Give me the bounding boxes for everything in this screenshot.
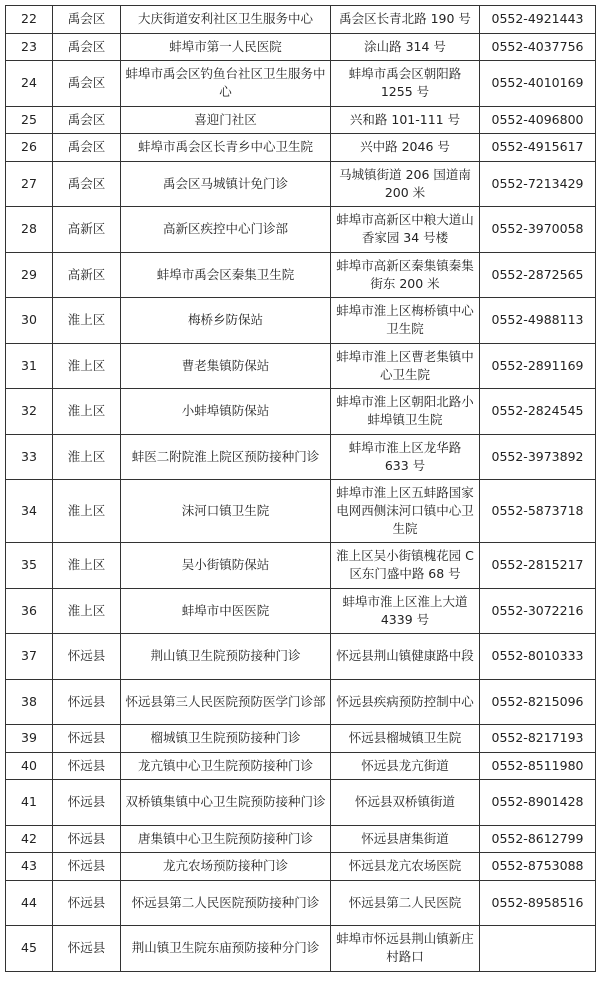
table-row xyxy=(6,825,596,853)
table-row xyxy=(6,679,596,725)
phone-cell: 0552-7213429 xyxy=(480,161,596,207)
row-number: 27 xyxy=(6,161,53,207)
row-number: 26 xyxy=(6,134,53,162)
table-row xyxy=(6,252,596,298)
clinic-name-cell: 梅桥乡防保站 xyxy=(121,298,331,344)
phone-cell: 0552-8958516 xyxy=(480,880,596,926)
clinic-name-cell: 小蚌埠镇防保站 xyxy=(121,389,331,435)
clinic-name-cell: 蚌埠市禹会区秦集卫生院 xyxy=(121,252,331,298)
district-cell: 淮上区 xyxy=(53,543,121,589)
phone-cell: 0552-2891169 xyxy=(480,343,596,389)
table-row xyxy=(6,725,596,753)
phone-cell: 0552-8215096 xyxy=(480,679,596,725)
address-cell: 怀远县疾病预防控制中心 xyxy=(331,679,480,725)
address-cell: 蚌埠市淮上区龙华路 633 号 xyxy=(331,434,480,480)
address-cell: 怀远县龙亢农场医院 xyxy=(331,853,480,881)
row-number: 29 xyxy=(6,252,53,298)
row-number: 22 xyxy=(6,6,53,34)
address-cell: 蚌埠市淮上区淮上大道 4339 号 xyxy=(331,588,480,634)
row-number: 39 xyxy=(6,725,53,753)
phone-cell: 0552-8612799 xyxy=(480,825,596,853)
clinic-name-cell: 沫河口镇卫生院 xyxy=(121,480,331,543)
table-row xyxy=(6,6,596,34)
district-cell: 淮上区 xyxy=(53,588,121,634)
district-cell: 怀远县 xyxy=(53,926,121,972)
row-number: 25 xyxy=(6,106,53,134)
row-number: 34 xyxy=(6,480,53,543)
address-cell: 马城镇街道 206 国道南 200 米 xyxy=(331,161,480,207)
row-number: 43 xyxy=(6,853,53,881)
address-cell: 兴和路 101-111 号 xyxy=(331,106,480,134)
district-cell: 高新区 xyxy=(53,252,121,298)
address-cell: 怀远县龙亢街道 xyxy=(331,752,480,780)
phone-cell: 0552-8511980 xyxy=(480,752,596,780)
clinic-name-cell: 高新区疾控中心门诊部 xyxy=(121,207,331,253)
clinic-name-cell: 吴小街镇防保站 xyxy=(121,543,331,589)
phone-cell: 0552-3072216 xyxy=(480,588,596,634)
address-cell: 蚌埠市怀远县荆山镇新庄村路口 xyxy=(331,926,480,972)
clinic-name-cell: 龙亢农场预防接种门诊 xyxy=(121,853,331,881)
district-cell: 禹会区 xyxy=(53,106,121,134)
district-cell: 禹会区 xyxy=(53,33,121,61)
row-number: 37 xyxy=(6,634,53,680)
row-number: 44 xyxy=(6,880,53,926)
phone-cell: 0552-4010169 xyxy=(480,61,596,107)
district-cell: 怀远县 xyxy=(53,634,121,680)
district-cell: 怀远县 xyxy=(53,853,121,881)
table-row xyxy=(6,634,596,680)
address-cell: 禹会区长青北路 190 号 xyxy=(331,6,480,34)
table-row xyxy=(6,880,596,926)
table-row xyxy=(6,853,596,881)
phone-cell: 0552-2815217 xyxy=(480,543,596,589)
address-cell: 淮上区吴小街镇槐花园 C 区东门盛中路 68 号 xyxy=(331,543,480,589)
clinic-name-cell: 蚌埠市禹会区钓鱼台社区卫生服务中心 xyxy=(121,61,331,107)
district-cell: 高新区 xyxy=(53,207,121,253)
address-cell: 蚌埠市淮上区梅桥镇中心卫生院 xyxy=(331,298,480,344)
address-cell: 兴中路 2046 号 xyxy=(331,134,480,162)
phone-cell: 0552-4037756 xyxy=(480,33,596,61)
phone-cell: 0552-2872565 xyxy=(480,252,596,298)
row-number: 40 xyxy=(6,752,53,780)
address-cell: 蚌埠市淮上区朝阳北路小蚌埠镇卫生院 xyxy=(331,389,480,435)
phone-cell xyxy=(480,926,596,972)
row-number: 33 xyxy=(6,434,53,480)
clinic-name-cell: 唐集镇中心卫生院预防接种门诊 xyxy=(121,825,331,853)
district-cell: 禹会区 xyxy=(53,61,121,107)
phone-cell: 0552-2824545 xyxy=(480,389,596,435)
district-cell: 禹会区 xyxy=(53,161,121,207)
phone-cell: 0552-4988113 xyxy=(480,298,596,344)
address-cell: 蚌埠市高新区秦集镇秦集街东 200 米 xyxy=(331,252,480,298)
clinic-name-cell: 荆山镇卫生院预防接种门诊 xyxy=(121,634,331,680)
phone-cell: 0552-3970058 xyxy=(480,207,596,253)
phone-cell: 0552-8217193 xyxy=(480,725,596,753)
table-row xyxy=(6,389,596,435)
phone-cell: 0552-5873718 xyxy=(480,480,596,543)
row-number: 45 xyxy=(6,926,53,972)
row-number: 24 xyxy=(6,61,53,107)
district-cell: 淮上区 xyxy=(53,389,121,435)
phone-cell: 0552-8010333 xyxy=(480,634,596,680)
district-cell: 淮上区 xyxy=(53,434,121,480)
address-cell: 蚌埠市淮上区曹老集镇中心卫生院 xyxy=(331,343,480,389)
table-row xyxy=(6,106,596,134)
table-row xyxy=(6,543,596,589)
district-cell: 淮上区 xyxy=(53,343,121,389)
row-number: 42 xyxy=(6,825,53,853)
clinic-name-cell: 荆山镇卫生院东庙预防接种分门诊 xyxy=(121,926,331,972)
row-number: 38 xyxy=(6,679,53,725)
table-row xyxy=(6,588,596,634)
table-row xyxy=(6,480,596,543)
row-number: 30 xyxy=(6,298,53,344)
table-row xyxy=(6,752,596,780)
clinic-name-cell: 蚌埠市禹会区长青乡中心卫生院 xyxy=(121,134,331,162)
clinic-name-cell: 曹老集镇防保站 xyxy=(121,343,331,389)
table-row xyxy=(6,298,596,344)
clinic-name-cell: 蚌医二附院淮上院区预防接种门诊 xyxy=(121,434,331,480)
clinic-name-cell: 喜迎门社区 xyxy=(121,106,331,134)
clinic-table xyxy=(5,5,596,972)
district-cell: 怀远县 xyxy=(53,825,121,853)
table-row xyxy=(6,207,596,253)
table-row xyxy=(6,926,596,972)
clinic-name-cell: 怀远县第三人民医院预防医学门诊部 xyxy=(121,679,331,725)
row-number: 35 xyxy=(6,543,53,589)
address-cell: 怀远县第二人民医院 xyxy=(331,880,480,926)
phone-cell: 0552-8753088 xyxy=(480,853,596,881)
row-number: 31 xyxy=(6,343,53,389)
row-number: 41 xyxy=(6,780,53,826)
address-cell: 怀远县榴城镇卫生院 xyxy=(331,725,480,753)
clinic-name-cell: 怀远县第二人民医院预防接种门诊 xyxy=(121,880,331,926)
district-cell: 怀远县 xyxy=(53,880,121,926)
clinic-name-cell: 蚌埠市中医医院 xyxy=(121,588,331,634)
district-cell: 淮上区 xyxy=(53,298,121,344)
row-number: 23 xyxy=(6,33,53,61)
address-cell: 蚌埠市高新区中粮大道山香家园 34 号楼 xyxy=(331,207,480,253)
district-cell: 怀远县 xyxy=(53,780,121,826)
row-number: 36 xyxy=(6,588,53,634)
district-cell: 禹会区 xyxy=(53,134,121,162)
phone-cell: 0552-4921443 xyxy=(480,6,596,34)
district-cell: 怀远县 xyxy=(53,679,121,725)
clinic-name-cell: 双桥镇集镇中心卫生院预防接种门诊 xyxy=(121,780,331,826)
clinic-name-cell: 榴城镇卫生院预防接种门诊 xyxy=(121,725,331,753)
phone-cell: 0552-8901428 xyxy=(480,780,596,826)
table-row xyxy=(6,434,596,480)
district-cell: 怀远县 xyxy=(53,725,121,753)
district-cell: 禹会区 xyxy=(53,6,121,34)
address-cell: 涂山路 314 号 xyxy=(331,33,480,61)
address-cell: 怀远县双桥镇街道 xyxy=(331,780,480,826)
address-cell: 怀远县唐集街道 xyxy=(331,825,480,853)
clinic-name-cell: 蚌埠市第一人民医院 xyxy=(121,33,331,61)
row-number: 32 xyxy=(6,389,53,435)
table-row xyxy=(6,161,596,207)
table-row xyxy=(6,33,596,61)
table-row xyxy=(6,343,596,389)
table-row xyxy=(6,134,596,162)
phone-cell: 0552-4096800 xyxy=(480,106,596,134)
address-cell: 蚌埠市淮上区五蚌路国家电网西侧沫河口镇中心卫生院 xyxy=(331,480,480,543)
clinic-name-cell: 禹会区马城镇计免门诊 xyxy=(121,161,331,207)
row-number: 28 xyxy=(6,207,53,253)
address-cell: 蚌埠市禹会区朝阳路 1255 号 xyxy=(331,61,480,107)
table-row xyxy=(6,61,596,107)
clinic-name-cell: 龙亢镇中心卫生院预防接种门诊 xyxy=(121,752,331,780)
phone-cell: 0552-3973892 xyxy=(480,434,596,480)
clinic-name-cell: 大庆街道安利社区卫生服务中心 xyxy=(121,6,331,34)
address-cell: 怀远县荆山镇健康路中段 xyxy=(331,634,480,680)
phone-cell: 0552-4915617 xyxy=(480,134,596,162)
district-cell: 淮上区 xyxy=(53,480,121,543)
district-cell: 怀远县 xyxy=(53,752,121,780)
table-row xyxy=(6,780,596,826)
clinic-table-body xyxy=(6,6,596,972)
